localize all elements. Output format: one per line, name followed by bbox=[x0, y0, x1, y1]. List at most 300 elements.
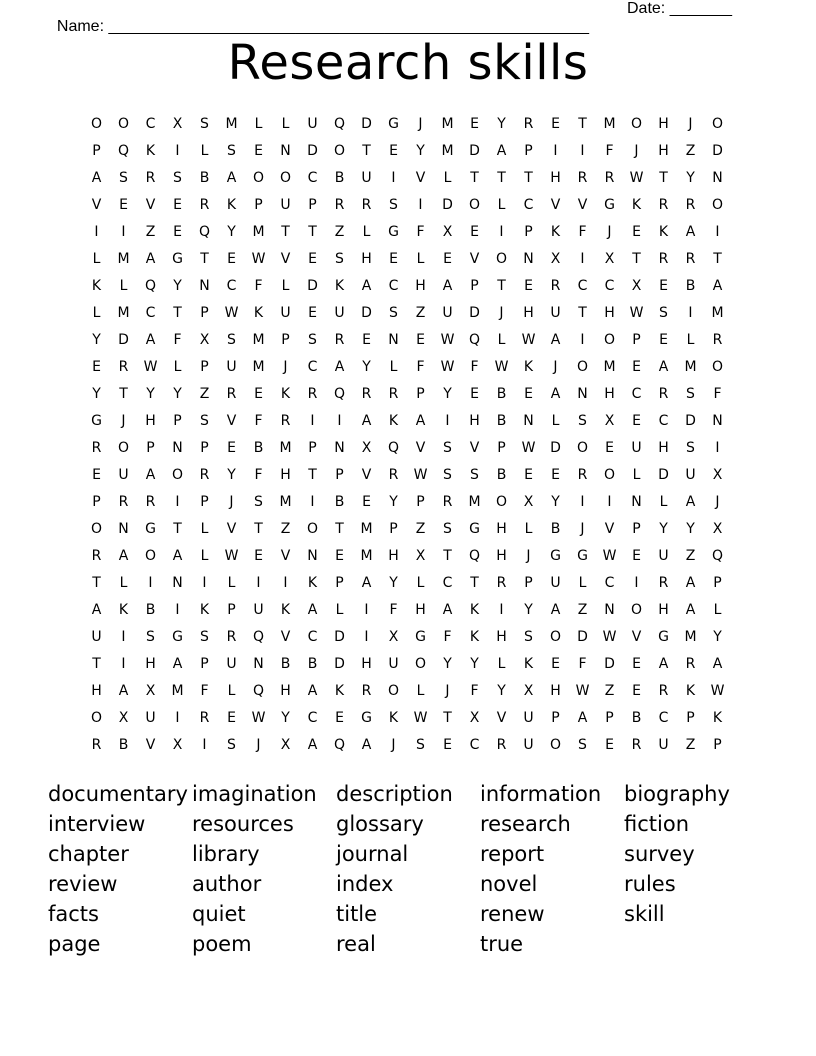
word-list-item: glossary bbox=[336, 812, 424, 836]
grid-letter: W bbox=[413, 467, 428, 483]
grid-letter: N bbox=[388, 332, 399, 348]
grid-letter: L bbox=[281, 278, 290, 294]
grid-letter: Z bbox=[604, 683, 615, 699]
grid-letter: M bbox=[684, 629, 697, 645]
word-search-grid bbox=[83, 111, 731, 759]
grid-letter: B bbox=[496, 413, 507, 429]
grid-letter: A bbox=[658, 656, 669, 672]
grid-letter: R bbox=[577, 170, 588, 186]
grid-letter: D bbox=[442, 197, 453, 213]
grid-letter: U bbox=[334, 305, 345, 321]
grid-letter: N bbox=[172, 440, 183, 456]
grid-letter: T bbox=[173, 305, 182, 321]
grid-letter: S bbox=[416, 737, 425, 753]
grid-letter: R bbox=[712, 332, 723, 348]
grid-letter: R bbox=[577, 467, 588, 483]
grid-letter: U bbox=[631, 440, 642, 456]
grid-letter: I bbox=[499, 602, 504, 618]
grid-letter: M bbox=[117, 251, 130, 267]
grid-letter: O bbox=[576, 440, 589, 456]
grid-letter: W bbox=[521, 440, 536, 456]
grid-letter: F bbox=[443, 629, 452, 645]
grid-letter: X bbox=[442, 224, 453, 240]
grid-letter: Y bbox=[659, 521, 668, 537]
grid-letter: A bbox=[361, 575, 372, 591]
grid-letter: A bbox=[712, 278, 723, 294]
grid-letter: Z bbox=[415, 521, 426, 537]
grid-letter: U bbox=[280, 305, 291, 321]
grid-letter: I bbox=[607, 494, 612, 510]
grid-letter: R bbox=[658, 683, 669, 699]
grid-letter: H bbox=[658, 143, 669, 159]
grid-letter: Y bbox=[713, 629, 722, 645]
grid-letter: R bbox=[334, 197, 345, 213]
grid-letter: K bbox=[523, 359, 534, 375]
grid-letter: R bbox=[604, 170, 615, 186]
grid-letter: W bbox=[224, 305, 239, 321]
grid-letter: R bbox=[118, 494, 129, 510]
grid-letter: Z bbox=[199, 386, 210, 402]
grid-letter: O bbox=[630, 602, 643, 618]
grid-letter: R bbox=[145, 494, 156, 510]
grid-letter: T bbox=[281, 224, 290, 240]
grid-letter: L bbox=[362, 224, 371, 240]
grid-letter: Q bbox=[387, 440, 400, 456]
grid-letter: E bbox=[362, 494, 371, 510]
grid-letter: A bbox=[685, 602, 696, 618]
grid-letter: W bbox=[710, 683, 725, 699]
grid-letter: E bbox=[551, 656, 560, 672]
grid-letter: A bbox=[118, 683, 129, 699]
grid-letter: I bbox=[580, 251, 585, 267]
grid-letter: R bbox=[199, 197, 210, 213]
grid-letter: L bbox=[173, 359, 182, 375]
grid-letter: F bbox=[578, 224, 587, 240]
grid-letter: I bbox=[175, 602, 180, 618]
grid-letter: U bbox=[118, 467, 129, 483]
grid-letter: A bbox=[442, 278, 453, 294]
grid-letter: E bbox=[632, 224, 641, 240]
grid-letter: Y bbox=[443, 386, 452, 402]
grid-letter: E bbox=[524, 467, 533, 483]
grid-letter: Q bbox=[144, 278, 157, 294]
grid-letter: P bbox=[200, 440, 209, 456]
grid-letter: H bbox=[658, 116, 669, 132]
grid-letter: R bbox=[442, 494, 453, 510]
grid-letter: B bbox=[334, 494, 345, 510]
grid-letter: H bbox=[604, 305, 615, 321]
grid-letter: L bbox=[389, 359, 398, 375]
grid-letter: A bbox=[91, 170, 102, 186]
grid-letter: W bbox=[251, 710, 266, 726]
grid-letter: X bbox=[172, 116, 183, 132]
grid-letter: U bbox=[523, 737, 534, 753]
grid-letter: K bbox=[280, 386, 291, 402]
grid-letter: I bbox=[175, 710, 180, 726]
grid-letter: V bbox=[280, 629, 291, 645]
grid-letter: L bbox=[497, 656, 506, 672]
grid-letter: K bbox=[226, 197, 237, 213]
grid-letter: E bbox=[605, 737, 614, 753]
grid-letter: H bbox=[145, 413, 156, 429]
grid-letter: U bbox=[550, 305, 561, 321]
grid-letter: Y bbox=[497, 116, 506, 132]
grid-letter: F bbox=[578, 656, 587, 672]
grid-letter: V bbox=[280, 251, 291, 267]
word-list-item: chapter bbox=[48, 842, 129, 866]
grid-letter: U bbox=[280, 197, 291, 213]
grid-letter: R bbox=[685, 197, 696, 213]
word-list-item: fiction bbox=[624, 812, 689, 836]
grid-letter: I bbox=[715, 224, 720, 240]
grid-letter: V bbox=[496, 710, 507, 726]
grid-letter: W bbox=[440, 332, 455, 348]
grid-letter: O bbox=[279, 170, 292, 186]
grid-letter: Y bbox=[524, 602, 533, 618]
word-list-item: skill bbox=[624, 902, 665, 926]
grid-letter: A bbox=[361, 278, 372, 294]
grid-letter: A bbox=[658, 359, 669, 375]
grid-letter: U bbox=[226, 656, 237, 672]
grid-letter: A bbox=[442, 602, 453, 618]
grid-letter: Y bbox=[173, 278, 182, 294]
grid-letter: I bbox=[364, 602, 369, 618]
grid-letter: P bbox=[227, 602, 236, 618]
grid-letter: J bbox=[688, 116, 693, 132]
grid-letter: D bbox=[685, 413, 696, 429]
grid-letter: Y bbox=[416, 143, 425, 159]
grid-letter: X bbox=[550, 251, 561, 267]
grid-letter: O bbox=[711, 197, 724, 213]
grid-letter: R bbox=[226, 386, 237, 402]
grid-letter: C bbox=[307, 359, 318, 375]
grid-letter: J bbox=[121, 413, 126, 429]
grid-letter: U bbox=[253, 602, 264, 618]
grid-letter: I bbox=[121, 656, 126, 672]
grid-letter: P bbox=[335, 575, 344, 591]
grid-letter: U bbox=[145, 710, 156, 726]
grid-letter: G bbox=[469, 521, 480, 537]
grid-letter: O bbox=[576, 359, 589, 375]
grid-letter: P bbox=[200, 305, 209, 321]
grid-letter: T bbox=[470, 170, 479, 186]
grid-letter: Y bbox=[497, 683, 506, 699]
grid-letter: S bbox=[443, 521, 452, 537]
grid-letter: C bbox=[307, 629, 318, 645]
grid-letter: I bbox=[580, 332, 585, 348]
grid-letter: L bbox=[227, 575, 236, 591]
grid-letter: L bbox=[713, 602, 722, 618]
grid-letter: W bbox=[251, 251, 266, 267]
grid-letter: F bbox=[416, 224, 425, 240]
grid-letter: W bbox=[602, 548, 617, 564]
grid-letter: O bbox=[117, 440, 130, 456]
header bbox=[48, 0, 748, 35]
grid-letter: S bbox=[227, 737, 236, 753]
word-list-item: index bbox=[336, 872, 394, 896]
grid-letter: E bbox=[227, 710, 236, 726]
grid-letter: U bbox=[685, 467, 696, 483]
grid-letter: W bbox=[521, 332, 536, 348]
grid-letter: A bbox=[685, 575, 696, 591]
grid-letter: S bbox=[443, 440, 452, 456]
grid-letter: Z bbox=[280, 521, 291, 537]
grid-letter: T bbox=[119, 386, 128, 402]
grid-letter: S bbox=[254, 494, 263, 510]
grid-letter: E bbox=[470, 224, 479, 240]
grid-letter: T bbox=[524, 170, 533, 186]
grid-letter: H bbox=[550, 683, 561, 699]
grid-letter: I bbox=[580, 494, 585, 510]
grid-letter: R bbox=[361, 683, 372, 699]
grid-letter: T bbox=[578, 116, 587, 132]
grid-letter: H bbox=[361, 251, 372, 267]
grid-letter: C bbox=[442, 575, 453, 591]
grid-letter: U bbox=[307, 116, 318, 132]
grid-letter: B bbox=[685, 278, 696, 294]
grid-letter: I bbox=[337, 413, 342, 429]
grid-letter: X bbox=[415, 548, 426, 564]
grid-letter: N bbox=[118, 521, 129, 537]
grid-letter: N bbox=[604, 602, 615, 618]
grid-letter: S bbox=[470, 467, 479, 483]
grid-letter: P bbox=[632, 521, 641, 537]
grid-letter: R bbox=[199, 710, 210, 726]
grid-letter: N bbox=[172, 575, 183, 591]
grid-letter: R bbox=[496, 737, 507, 753]
grid-letter: N bbox=[280, 143, 291, 159]
grid-letter: W bbox=[629, 305, 644, 321]
grid-letter: V bbox=[226, 521, 237, 537]
grid-letter: R bbox=[388, 386, 399, 402]
grid-letter: H bbox=[496, 629, 507, 645]
grid-letter: M bbox=[252, 224, 265, 240]
grid-letter: A bbox=[550, 602, 561, 618]
grid-letter: X bbox=[388, 629, 399, 645]
grid-letter: Y bbox=[173, 386, 182, 402]
grid-letter: J bbox=[391, 737, 396, 753]
grid-letter: X bbox=[280, 737, 291, 753]
grid-letter: B bbox=[253, 440, 264, 456]
grid-letter: V bbox=[550, 197, 561, 213]
grid-letter: L bbox=[632, 467, 641, 483]
grid-letter: H bbox=[469, 413, 480, 429]
grid-letter: G bbox=[577, 548, 588, 564]
grid-letter: P bbox=[470, 278, 479, 294]
grid-letter: K bbox=[280, 602, 291, 618]
grid-letter: L bbox=[443, 170, 452, 186]
grid-letter: A bbox=[712, 656, 723, 672]
grid-letter: M bbox=[360, 548, 373, 564]
grid-letter: B bbox=[199, 170, 210, 186]
grid-letter: E bbox=[632, 656, 641, 672]
grid-letter: R bbox=[280, 413, 291, 429]
grid-letter: O bbox=[90, 521, 103, 537]
grid-letter: D bbox=[118, 332, 129, 348]
grid-letter: K bbox=[685, 683, 696, 699]
grid-letter: R bbox=[307, 386, 318, 402]
grid-letter: E bbox=[551, 467, 560, 483]
grid-letter: M bbox=[171, 683, 184, 699]
grid-letter: R bbox=[361, 197, 372, 213]
grid-letter: V bbox=[631, 629, 642, 645]
grid-letter: H bbox=[604, 386, 615, 402]
grid-letter: V bbox=[469, 440, 480, 456]
grid-letter: R bbox=[685, 656, 696, 672]
grid-letter: P bbox=[713, 737, 722, 753]
grid-letter: D bbox=[604, 656, 615, 672]
grid-letter: Y bbox=[92, 332, 101, 348]
grid-letter: I bbox=[418, 197, 423, 213]
grid-letter: Y bbox=[686, 170, 695, 186]
grid-letter: U bbox=[523, 710, 534, 726]
grid-letter: E bbox=[254, 143, 263, 159]
grid-letter: A bbox=[577, 710, 588, 726]
grid-letter: Y bbox=[227, 467, 236, 483]
grid-letter: P bbox=[524, 224, 533, 240]
grid-letter: K bbox=[307, 575, 318, 591]
grid-letter: R bbox=[226, 629, 237, 645]
grid-letter: Q bbox=[333, 737, 346, 753]
grid-letter: U bbox=[442, 305, 453, 321]
grid-letter: R bbox=[361, 386, 372, 402]
grid-letter: S bbox=[389, 197, 398, 213]
grid-letter: X bbox=[631, 278, 642, 294]
word-list-item: facts bbox=[48, 902, 99, 926]
grid-letter: B bbox=[550, 521, 561, 537]
grid-letter: L bbox=[416, 683, 425, 699]
grid-letter: L bbox=[119, 278, 128, 294]
grid-letter: P bbox=[497, 440, 506, 456]
grid-letter: D bbox=[307, 278, 318, 294]
grid-letter: O bbox=[144, 548, 157, 564]
word-list-item: imagination bbox=[192, 782, 317, 806]
grid-letter: G bbox=[658, 629, 669, 645]
grid-letter: O bbox=[468, 197, 481, 213]
grid-letter: N bbox=[577, 386, 588, 402]
grid-letter: R bbox=[91, 737, 102, 753]
grid-letter: G bbox=[361, 710, 372, 726]
grid-letter: S bbox=[578, 413, 587, 429]
grid-letter: V bbox=[145, 737, 156, 753]
grid-letter: J bbox=[499, 305, 504, 321]
grid-letter: N bbox=[523, 251, 534, 267]
grid-letter: F bbox=[173, 332, 182, 348]
grid-letter: B bbox=[145, 602, 156, 618]
grid-letter: G bbox=[388, 116, 399, 132]
grid-letter: G bbox=[91, 413, 102, 429]
grid-letter: V bbox=[577, 197, 588, 213]
grid-letter: K bbox=[469, 602, 480, 618]
grid-letter: P bbox=[551, 710, 560, 726]
grid-letter: Q bbox=[117, 143, 130, 159]
grid-letter: K bbox=[334, 278, 345, 294]
word-list-item: poem bbox=[192, 932, 252, 956]
grid-letter: A bbox=[145, 332, 156, 348]
grid-letter: I bbox=[553, 143, 558, 159]
grid-letter: S bbox=[200, 629, 209, 645]
grid-letter: L bbox=[416, 251, 425, 267]
grid-letter: P bbox=[281, 332, 290, 348]
grid-letter: T bbox=[92, 656, 101, 672]
grid-letter: L bbox=[200, 548, 209, 564]
grid-letter: B bbox=[280, 656, 291, 672]
grid-letter: C bbox=[523, 197, 534, 213]
grid-letter: B bbox=[334, 170, 345, 186]
word-list-item: journal bbox=[336, 842, 409, 866]
word-list-item: renew bbox=[480, 902, 545, 926]
grid-letter: I bbox=[121, 629, 126, 645]
grid-letter: V bbox=[226, 413, 237, 429]
grid-letter: I bbox=[715, 440, 720, 456]
grid-letter: W bbox=[575, 683, 590, 699]
word-list-item: page bbox=[48, 932, 101, 956]
grid-letter: C bbox=[388, 278, 399, 294]
word-list-item: rules bbox=[624, 872, 676, 896]
grid-letter: R bbox=[685, 251, 696, 267]
grid-letter: I bbox=[121, 224, 126, 240]
grid-letter: E bbox=[173, 224, 182, 240]
grid-letter: E bbox=[308, 305, 317, 321]
grid-letter: E bbox=[308, 251, 317, 267]
grid-letter: H bbox=[388, 548, 399, 564]
grid-letter: E bbox=[659, 332, 668, 348]
grid-letter: M bbox=[117, 305, 130, 321]
grid-letter: M bbox=[603, 116, 616, 132]
grid-letter: P bbox=[92, 494, 101, 510]
grid-letter: H bbox=[361, 656, 372, 672]
grid-letter: Q bbox=[468, 548, 481, 564]
word-list-item: description bbox=[336, 782, 453, 806]
grid-letter: F bbox=[254, 413, 263, 429]
grid-letter: M bbox=[225, 116, 238, 132]
grid-letter: D bbox=[658, 467, 669, 483]
grid-letter: I bbox=[175, 494, 180, 510]
grid-letter: E bbox=[389, 251, 398, 267]
grid-letter: C bbox=[307, 710, 318, 726]
grid-letter: M bbox=[252, 359, 265, 375]
grid-letter: P bbox=[416, 386, 425, 402]
grid-letter: S bbox=[227, 332, 236, 348]
grid-letter: Q bbox=[711, 548, 724, 564]
grid-letter: U bbox=[658, 737, 669, 753]
word-list-item: documentary bbox=[48, 782, 188, 806]
grid-letter: P bbox=[632, 332, 641, 348]
grid-letter: E bbox=[605, 440, 614, 456]
grid-letter: H bbox=[496, 548, 507, 564]
date-label: Date: _______ bbox=[627, 0, 732, 17]
grid-letter: P bbox=[524, 143, 533, 159]
grid-letter: M bbox=[441, 116, 454, 132]
grid-letter: D bbox=[361, 305, 372, 321]
grid-letter: W bbox=[413, 710, 428, 726]
grid-letter: Y bbox=[281, 710, 290, 726]
grid-letter: T bbox=[308, 224, 317, 240]
grid-letter: R bbox=[496, 575, 507, 591]
grid-letter: E bbox=[227, 251, 236, 267]
grid-letter: L bbox=[119, 575, 128, 591]
grid-letter: O bbox=[306, 521, 319, 537]
grid-letter: D bbox=[712, 143, 723, 159]
grid-letter: I bbox=[202, 575, 207, 591]
grid-letter: T bbox=[470, 575, 479, 591]
word-list-item: resources bbox=[192, 812, 294, 836]
grid-letter: A bbox=[307, 602, 318, 618]
grid-letter: O bbox=[252, 170, 265, 186]
grid-letter: H bbox=[415, 602, 426, 618]
grid-letter: M bbox=[279, 494, 292, 510]
grid-letter: W bbox=[440, 359, 455, 375]
